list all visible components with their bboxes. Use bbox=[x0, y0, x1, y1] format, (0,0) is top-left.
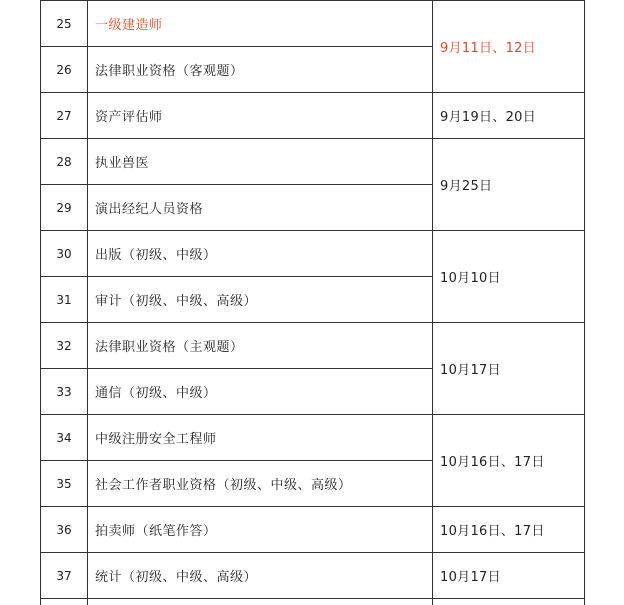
exam-date: 10月16日、17日 bbox=[433, 507, 585, 553]
exam-name: 出版（初级、中级） bbox=[88, 231, 433, 277]
exam-name: 通信（初级、中级） bbox=[88, 369, 433, 415]
table-row bbox=[41, 323, 585, 369]
exam-name: 一级建造师 bbox=[88, 1, 433, 47]
row-number: 25 bbox=[41, 1, 88, 47]
exam-date: 9月25日 bbox=[433, 139, 585, 231]
exam-name: 审计（初级、中级、高级） bbox=[88, 277, 433, 323]
exam-schedule-table bbox=[40, 0, 585, 605]
exam-date: 10月10日 bbox=[433, 231, 585, 323]
table-row bbox=[41, 93, 585, 139]
table-row bbox=[41, 507, 585, 553]
row-number: 29 bbox=[41, 185, 88, 231]
row-number: 30 bbox=[41, 231, 88, 277]
exam-name: 社会工作者职业资格（初级、中级、高级） bbox=[88, 461, 433, 507]
exam-date: 10月16日、17日 bbox=[433, 415, 585, 507]
table-row bbox=[41, 1, 585, 47]
exam-schedule-sheet bbox=[40, 0, 584, 602]
exam-name: 资产评估师 bbox=[88, 93, 433, 139]
table-row bbox=[41, 553, 585, 599]
exam-date: 10月17日 bbox=[433, 553, 585, 599]
row-number: 37 bbox=[41, 553, 88, 599]
table-row bbox=[41, 139, 585, 185]
table-row bbox=[41, 415, 585, 461]
exam-date: 9月11日、12日 bbox=[433, 1, 585, 93]
exam-date: 10月17日 bbox=[433, 323, 585, 415]
row-number: 34 bbox=[41, 415, 88, 461]
row-number: 36 bbox=[41, 507, 88, 553]
row-number: 27 bbox=[41, 93, 88, 139]
exam-name: 演出经纪人员资格 bbox=[88, 185, 433, 231]
row-number: 35 bbox=[41, 461, 88, 507]
exam-name: 法律职业资格（主观题） bbox=[88, 323, 433, 369]
row-number: 33 bbox=[41, 369, 88, 415]
row-number: 26 bbox=[41, 47, 88, 93]
exam-name: 中级注册安全工程师 bbox=[88, 415, 433, 461]
row-number: 31 bbox=[41, 277, 88, 323]
table-row bbox=[41, 231, 585, 277]
exam-name: 拍卖师（纸笔作答） bbox=[88, 507, 433, 553]
exam-name: 统计（初级、中级、高级） bbox=[88, 553, 433, 599]
row-number: 28 bbox=[41, 139, 88, 185]
exam-name: 法律职业资格（客观题） bbox=[88, 47, 433, 93]
exam-date: 9月19日、20日 bbox=[433, 93, 585, 139]
exam-name: 执业兽医 bbox=[88, 139, 433, 185]
row-number: 32 bbox=[41, 323, 88, 369]
